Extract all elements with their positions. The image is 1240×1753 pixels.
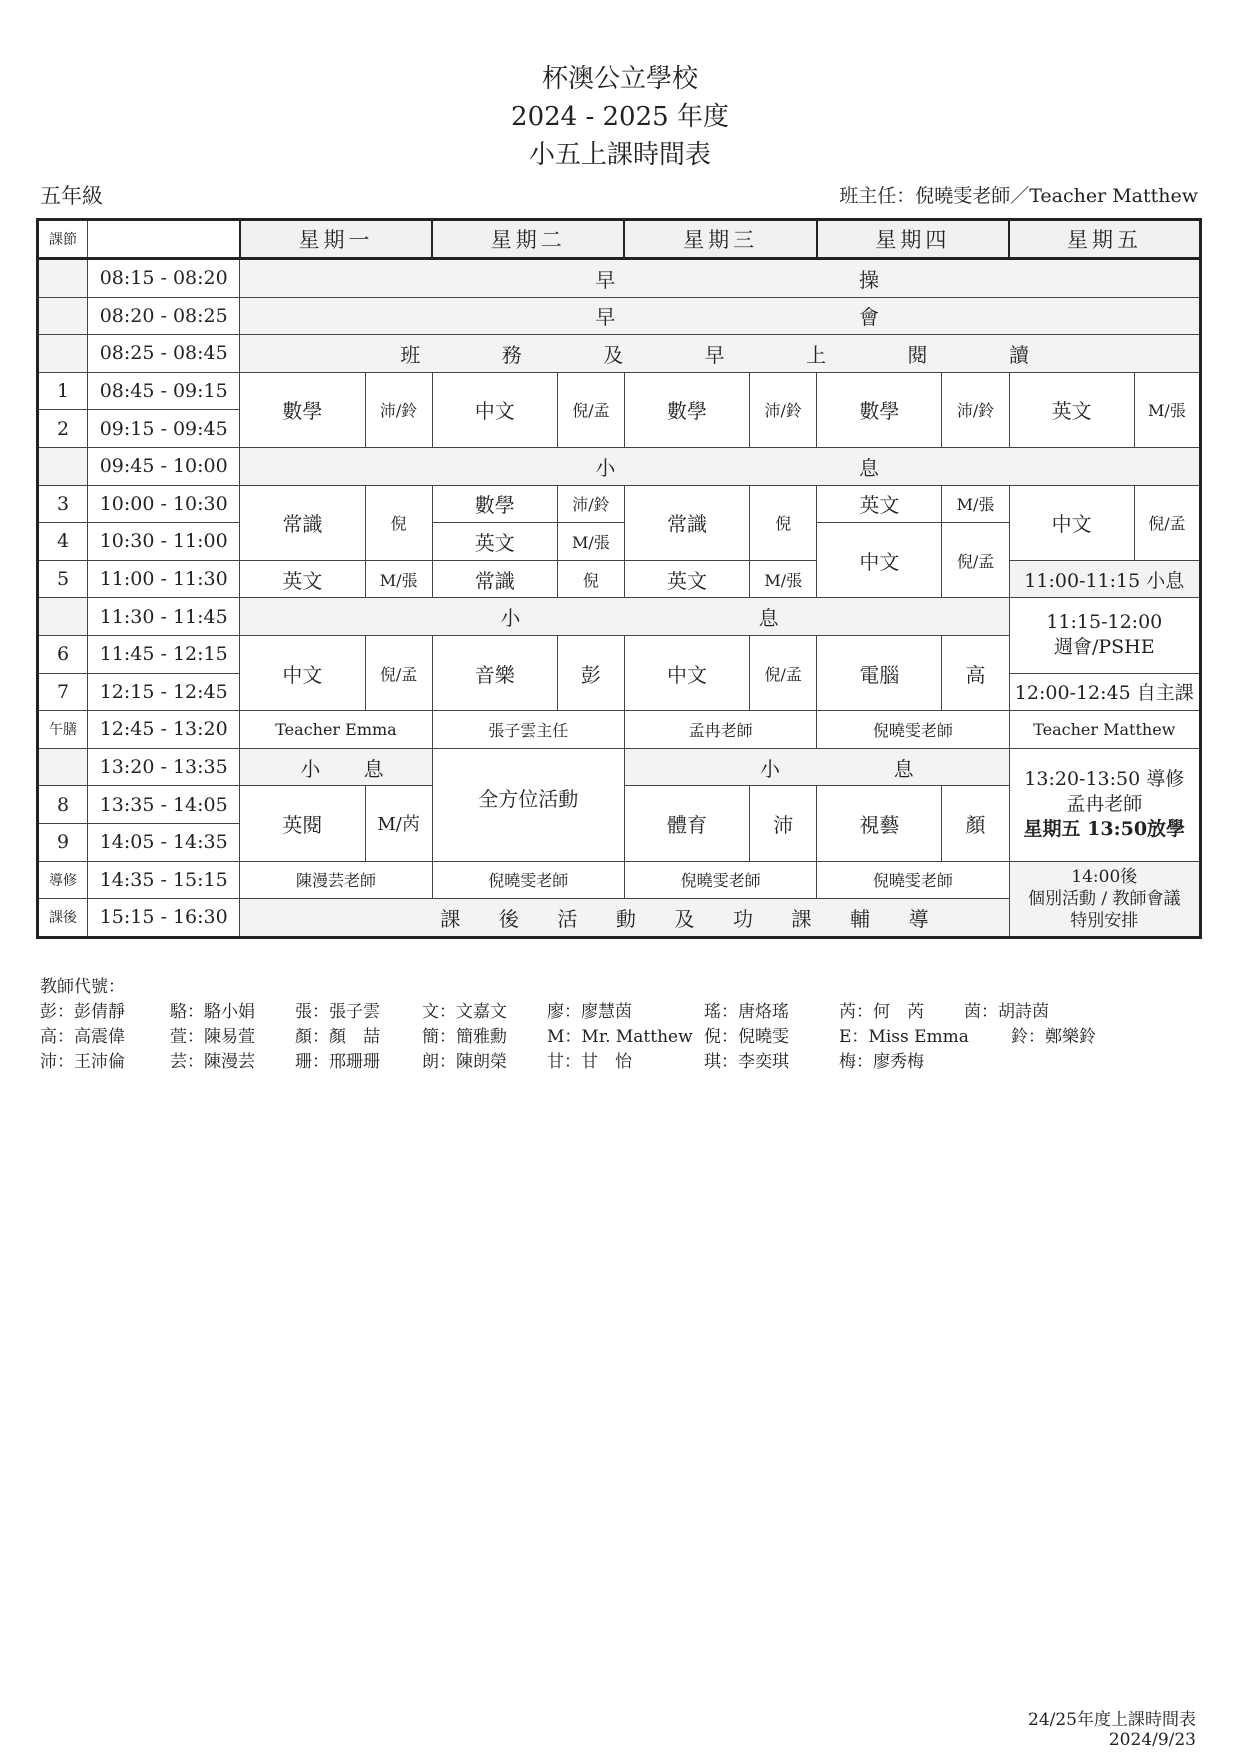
period-cell: 7 (38, 673, 88, 711)
subject-cell: 常識 (624, 485, 749, 560)
table-row (38, 748, 1201, 786)
fri-after-activity: 個別活動 / 教師會議 (1028, 888, 1181, 909)
subject-cell: 數學 (624, 372, 749, 447)
school-name: 杯澳公立學校 (541, 64, 698, 94)
teacher-cell: 沛/鈴 (750, 372, 817, 447)
subject-cell: 英閱 (240, 786, 365, 861)
lunch-teacher-tue: 張子雲主任 (432, 711, 624, 749)
subject-cell: 常識 (240, 485, 365, 560)
legend-entry: 芸：陳漫芸 (170, 1052, 255, 1072)
legend-entry: 沛：王沛倫 (40, 1052, 125, 1072)
period-cell: 課後 (38, 899, 88, 938)
legend-entry: 簡：簡雅勳 (422, 1027, 507, 1047)
span-char: 輔 (850, 906, 871, 931)
span-char: 閱 (907, 342, 928, 367)
legend-entry: 倪：倪曉雯 (704, 1027, 789, 1047)
teacher-cell: 沛 (750, 786, 817, 861)
morning-exercise (240, 259, 1201, 298)
period-cell: 5 (38, 560, 88, 598)
legend-entry: 茵：胡詩茵 (964, 1002, 1049, 1022)
lunch-teacher-mon: Teacher Emma (240, 711, 432, 749)
subject-cell: 視藝 (817, 786, 942, 861)
teacher-cell: M/張 (942, 485, 1009, 523)
time-header (88, 220, 240, 259)
day-header-wed: 星期三 (624, 220, 816, 259)
legend-entry: 張：張子雲 (295, 1002, 380, 1022)
span-char: 功 (732, 906, 753, 931)
span-char: 操 (859, 267, 879, 292)
span-char: 務 (501, 342, 522, 367)
period-cell: 2 (38, 410, 88, 448)
table-row (38, 447, 1201, 485)
teacher-cell: 倪/孟 (1134, 485, 1200, 560)
subject-cell: 英文 (817, 485, 942, 523)
legend-entry: 高：高震偉 (40, 1027, 125, 1047)
tutorial-teacher-tue: 倪曉雯老師 (432, 861, 624, 899)
time-cell: 14:05 - 14:35 (88, 823, 240, 861)
morning-assembly (240, 297, 1201, 335)
day-header-thu: 星期四 (817, 220, 1009, 259)
legend-entry: 瑤：唐烙瑤 (704, 1002, 789, 1022)
period-cell (38, 297, 88, 335)
tutorial-teacher-thu: 倪曉雯老師 (817, 861, 1009, 899)
lunch-teacher-thu: 倪曉雯老師 (817, 711, 1009, 749)
legend-entry: 琪：李奕琪 (704, 1052, 789, 1072)
after-school-row (240, 899, 1009, 938)
span-char: 息 (758, 606, 779, 631)
teacher-cell: 倪/孟 (942, 523, 1009, 598)
span-char: 早 (704, 342, 725, 367)
fri-after-time: 14:00後 (1071, 866, 1138, 887)
grade-label: 五年級 (40, 184, 103, 208)
span-char: 早 (595, 305, 616, 330)
span-char: 小 (500, 606, 521, 631)
teacher-cell: 高 (942, 635, 1009, 710)
page-title: 小五上課時間表 (528, 140, 711, 170)
fri-afternoon-cell (1009, 748, 1200, 861)
school-year: 2024 - 2025 年度 (511, 102, 729, 132)
fri-after-cell (1009, 861, 1200, 937)
period-cell: 3 (38, 485, 88, 523)
legend-entry: 顏：顏 喆 (295, 1027, 380, 1047)
teacher-cell: M/張 (1134, 372, 1200, 447)
teacher-cell: 倪/孟 (557, 372, 624, 447)
lunch-teacher-wed: 孟冉老師 (624, 711, 816, 749)
teacher-cell: M/芮 (365, 786, 432, 861)
tutorial-teacher-wed: 倪曉雯老師 (624, 861, 816, 899)
legend-entry: 文：文嘉文 (422, 1002, 507, 1022)
recess-row-2 (240, 598, 1009, 636)
subject-cell: 中文 (240, 635, 365, 710)
lunch-teacher-fri: Teacher Matthew (1009, 711, 1200, 749)
legend-entry: 廖：廖慧茵 (547, 1002, 632, 1022)
table-row (38, 598, 1201, 636)
subject-cell: 英文 (1009, 372, 1134, 447)
period-header: 課節 (38, 220, 88, 259)
legend-row (40, 1025, 1096, 1050)
teacher-cell: 彭 (557, 635, 624, 710)
legend-entry: 甘：甘 怡 (547, 1052, 632, 1072)
tue-activity-cell: 全方位活動 (432, 748, 624, 861)
span-char: 及 (674, 906, 695, 931)
time-cell: 08:20 - 08:25 (88, 297, 240, 335)
teacher-cell: 沛/鈴 (942, 372, 1009, 447)
fri-assembly-label: 週會/PSHE (1053, 636, 1155, 659)
table-row (38, 259, 1201, 298)
legend-entry: 梅：廖秀梅 (839, 1052, 924, 1072)
time-cell: 09:45 - 10:00 (88, 447, 240, 485)
table-row (38, 335, 1201, 373)
teacher-code-legend (40, 975, 1096, 1075)
time-cell: 11:00 - 11:30 (88, 560, 240, 598)
subject-cell: 常識 (432, 560, 557, 598)
time-cell: 15:15 - 16:30 (88, 899, 240, 938)
legend-entry: M：Mr. Matthew (547, 1027, 693, 1047)
timetable (36, 218, 1202, 939)
time-cell: 11:45 - 12:15 (88, 635, 240, 673)
subject-cell: 數學 (240, 372, 365, 447)
legend-row (40, 1050, 1096, 1075)
span-char: 上 (806, 342, 827, 367)
table-row (38, 297, 1201, 335)
table-row (38, 485, 1201, 523)
teacher-cell: M/張 (365, 560, 432, 598)
teacher-cell: M/張 (557, 523, 624, 561)
span-char: 會 (859, 305, 879, 330)
span-char: 動 (615, 906, 636, 931)
span-char: 及 (603, 342, 624, 367)
table-row (38, 560, 1201, 598)
span-char: 班 (400, 342, 421, 367)
footer-doc-title: 24/25年度上課時間表 (1028, 1710, 1196, 1730)
time-cell: 12:15 - 12:45 (88, 673, 240, 711)
teacher-cell: 倪/孟 (750, 635, 817, 710)
time-cell: 13:35 - 14:05 (88, 786, 240, 824)
span-char: 課 (791, 906, 812, 931)
period-cell: 午膳 (38, 711, 88, 749)
table-row (38, 372, 1201, 410)
subject-cell: 數學 (817, 372, 942, 447)
footer-date: 2024/9/23 (1108, 1730, 1196, 1750)
period-cell (38, 259, 88, 298)
subject-cell: 數學 (432, 485, 557, 523)
fri-self-study-cell: 12:00-12:45 自主課 (1009, 673, 1200, 711)
period-cell: 9 (38, 823, 88, 861)
period-cell (38, 335, 88, 373)
period-cell (38, 748, 88, 786)
recess-row (240, 447, 1201, 485)
period-cell: 導修 (38, 861, 88, 899)
legend-entry: E：Miss Emma (839, 1027, 969, 1047)
subject-cell: 英文 (240, 560, 365, 598)
subject-cell: 中文 (432, 372, 557, 447)
time-cell: 09:15 - 09:45 (88, 410, 240, 448)
subject-cell: 英文 (624, 560, 749, 598)
teacher-cell: 倪/孟 (365, 635, 432, 710)
legend-entry: 萱：陳易萱 (170, 1027, 255, 1047)
time-cell: 13:20 - 13:35 (88, 748, 240, 786)
class-affairs-reading (240, 335, 1201, 373)
subject-cell: 電腦 (817, 635, 942, 710)
teacher-cell: 倪 (365, 485, 432, 560)
legend-row (40, 1000, 1096, 1025)
period-cell (38, 598, 88, 636)
fri-tutorial-time: 13:20-13:50 導修 (1024, 768, 1185, 791)
table-row (38, 861, 1201, 899)
day-header-tue: 星期二 (432, 220, 624, 259)
legend-entry: 駱：駱小娟 (170, 1002, 255, 1022)
period-cell (38, 447, 88, 485)
legend-entry: 朗：陳朗榮 (422, 1052, 507, 1072)
time-cell: 14:35 - 15:15 (88, 861, 240, 899)
fri-recess-cell: 11:00-11:15 小息 (1009, 560, 1200, 598)
span-char: 早 (595, 267, 616, 292)
legend-entry: 珊：邢珊珊 (295, 1052, 380, 1072)
teacher-cell: 倪 (557, 560, 624, 598)
span-char: 息 (859, 455, 879, 480)
span-char: 息 (363, 756, 384, 781)
fri-assembly-time: 11:15-12:00 (1046, 611, 1163, 634)
teacher-cell: 顏 (942, 786, 1009, 861)
day-header-mon: 星期一 (240, 220, 432, 259)
time-cell: 12:45 - 13:20 (88, 711, 240, 749)
subject-cell: 中文 (817, 523, 942, 598)
span-char: 小 (595, 455, 616, 480)
time-cell: 10:00 - 10:30 (88, 485, 240, 523)
fri-dismissal: 星期五 13:50放學 (1023, 818, 1186, 841)
day-header-fri: 星期五 (1009, 220, 1200, 259)
time-cell: 10:30 - 11:00 (88, 523, 240, 561)
fri-tutorial-teacher: 孟冉老師 (1066, 793, 1143, 816)
span-char: 息 (893, 756, 914, 781)
subject-cell: 體育 (624, 786, 749, 861)
legend-title: 教師代號： (40, 977, 125, 997)
header-row (38, 220, 1201, 259)
teacher-cell: 沛/鈴 (365, 372, 432, 447)
teacher-cell: 沛/鈴 (557, 485, 624, 523)
period-cell: 1 (38, 372, 88, 410)
legend-entry: 鈴：鄭樂鈴 (1011, 1027, 1096, 1047)
subject-cell: 英文 (432, 523, 557, 561)
period-cell: 8 (38, 786, 88, 824)
span-char: 讀 (1008, 342, 1029, 367)
tutorial-teacher-mon: 陳漫芸老師 (240, 861, 432, 899)
teacher-cell: M/張 (750, 560, 817, 598)
legend-entry: 芮：何 芮 (839, 1002, 924, 1022)
span-char: 後 (498, 906, 519, 931)
time-cell: 11:30 - 11:45 (88, 598, 240, 636)
period-cell: 6 (38, 635, 88, 673)
span-char: 小 (759, 756, 780, 781)
subject-cell: 中文 (1009, 485, 1134, 560)
span-char: 課 (440, 906, 461, 931)
subject-cell: 中文 (624, 635, 749, 710)
fri-after-note: 特別安排 (1070, 910, 1139, 931)
mon-recess-cell (240, 748, 432, 786)
time-cell: 08:15 - 08:20 (88, 259, 240, 298)
fri-assembly-cell (1009, 598, 1200, 673)
time-cell: 08:45 - 09:15 (88, 372, 240, 410)
wed-thu-recess-cell (624, 748, 1009, 786)
time-cell: 08:25 - 08:45 (88, 335, 240, 373)
table-row (38, 711, 1201, 749)
span-char: 活 (557, 906, 578, 931)
class-teacher: 班主任：倪曉雯老師／Teacher Matthew (839, 185, 1198, 207)
teacher-cell: 倪 (750, 485, 817, 560)
subject-cell: 音樂 (432, 635, 557, 710)
span-char: 小 (300, 756, 321, 781)
legend-entry: 彭：彭倩靜 (40, 1002, 125, 1022)
span-char: 導 (908, 906, 929, 931)
period-cell: 4 (38, 523, 88, 561)
